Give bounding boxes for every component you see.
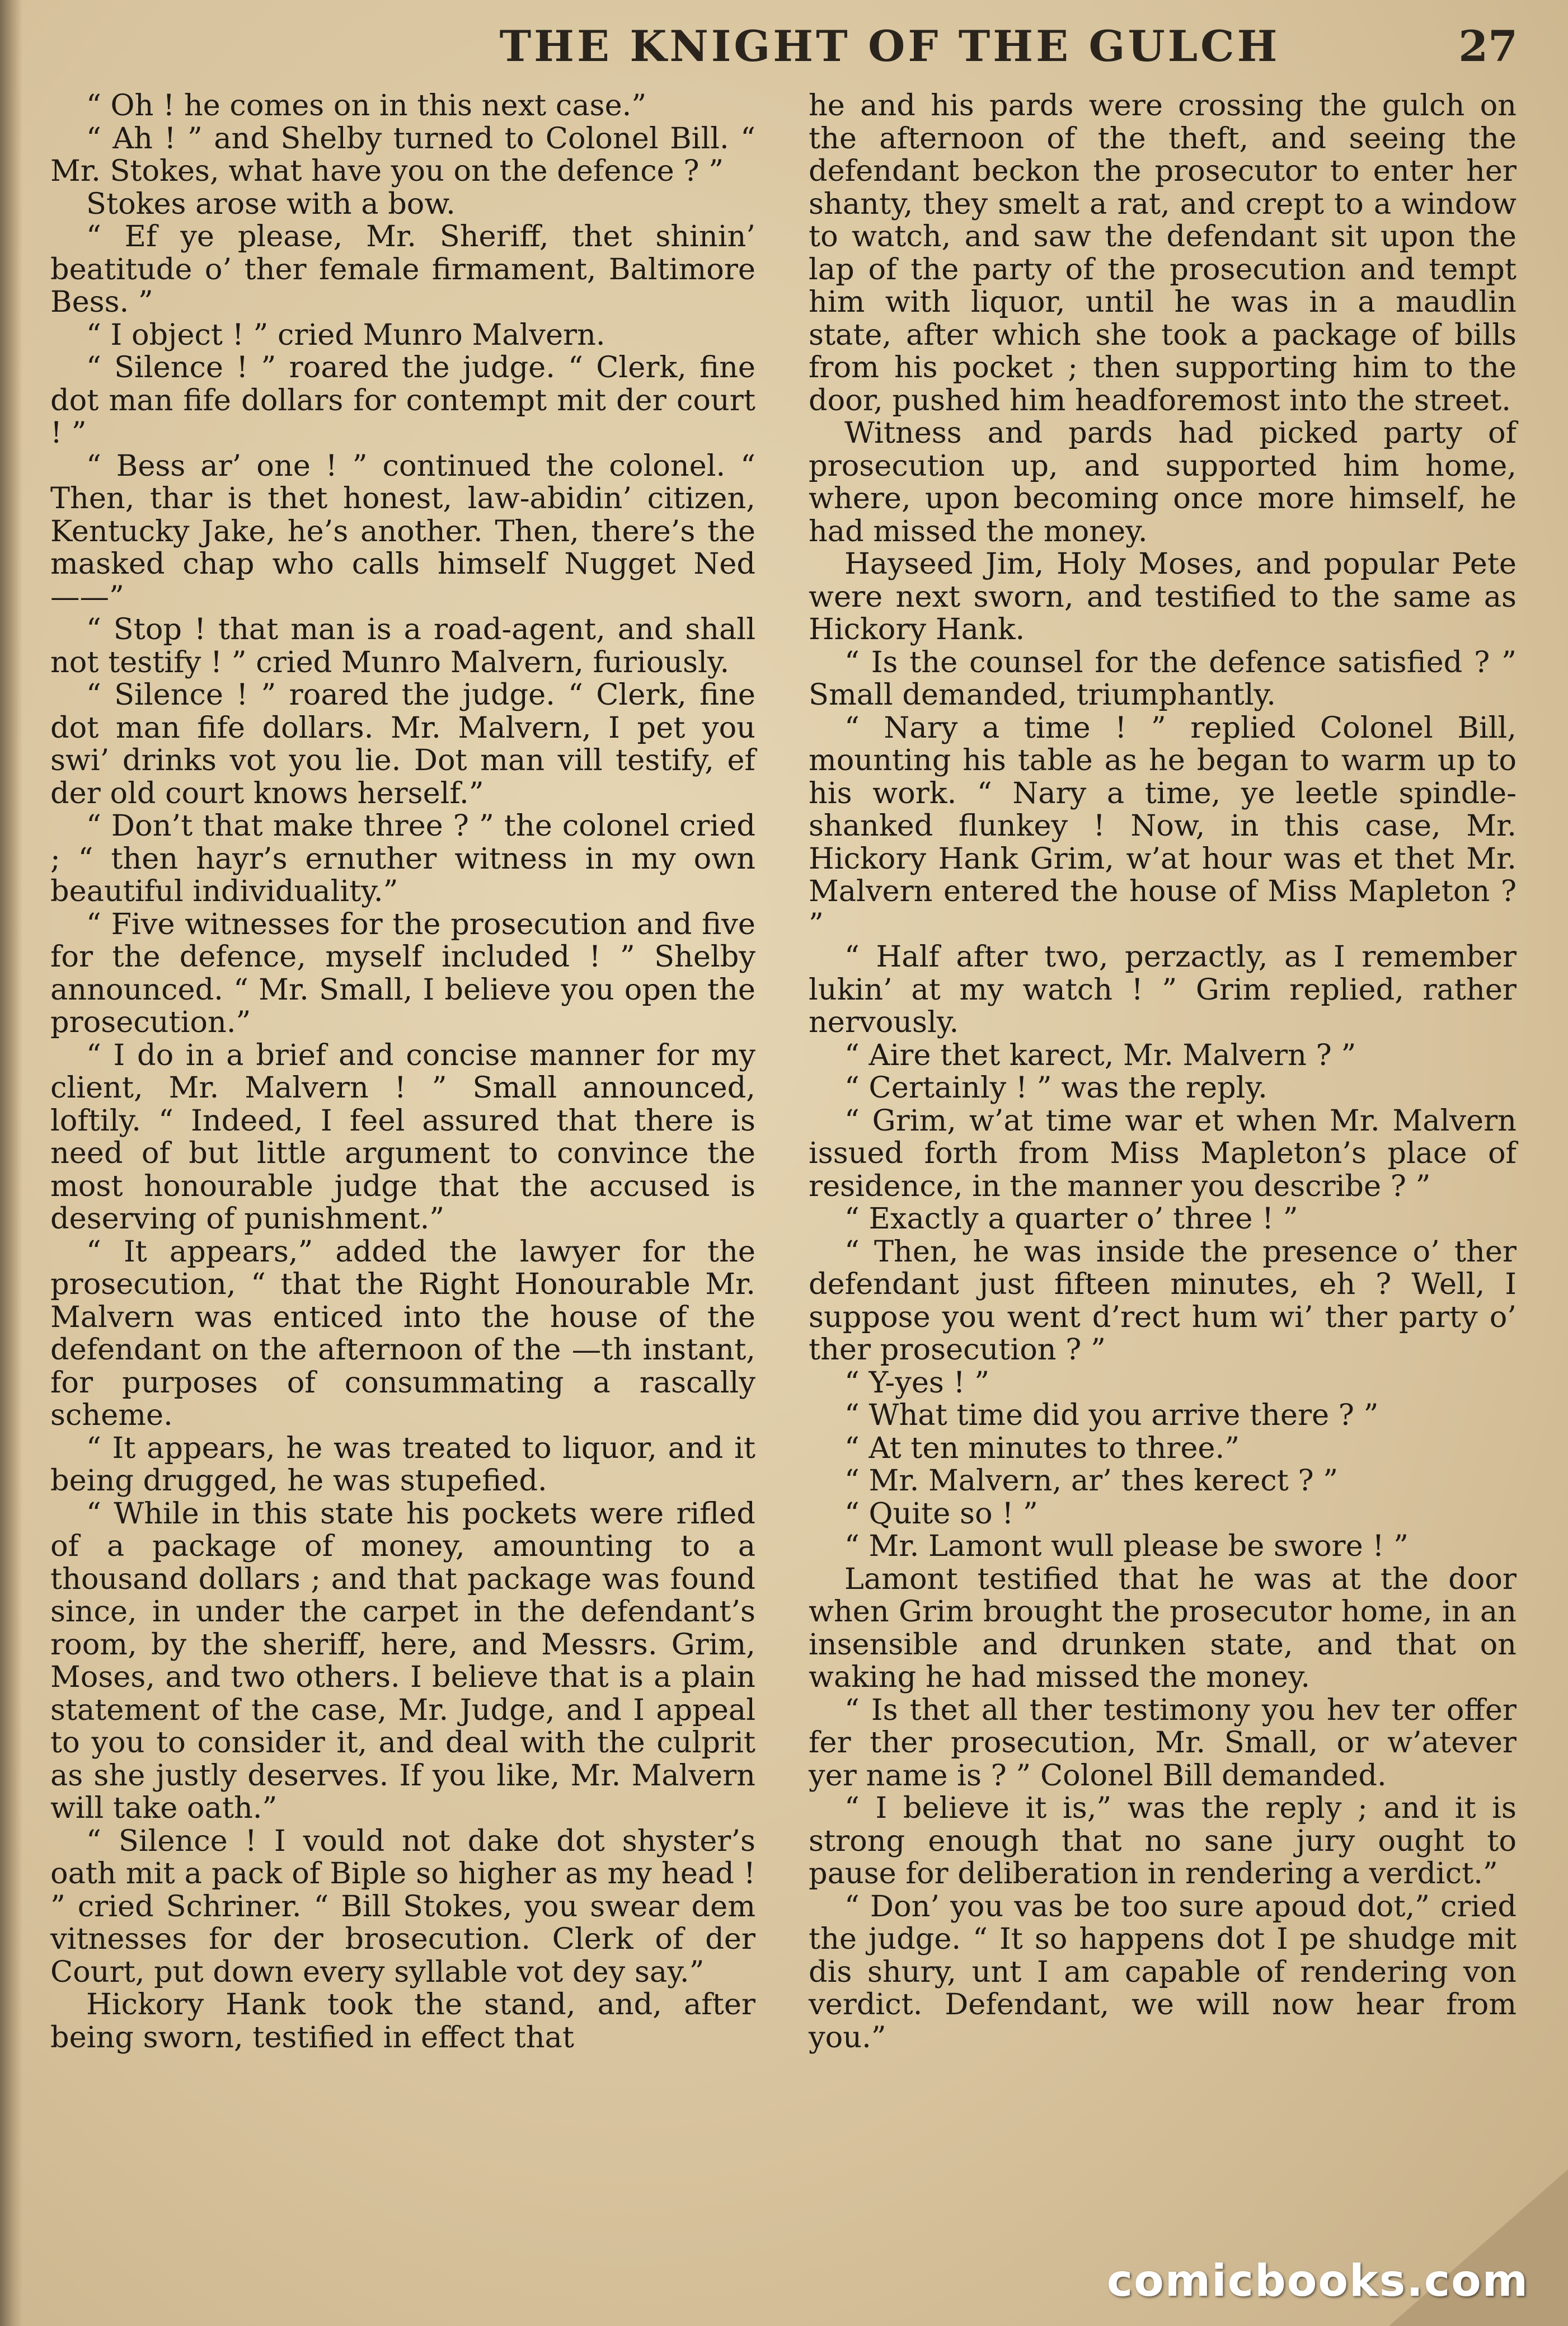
paragraph: “ Silence ! ” roared the judge. “ Clerk, fine dot man fife dollars for contempt mit der court ! ”: [50, 350, 755, 450]
paragraph: “ Don’t that make three ? ” the colonel cried ; “ then hayr’s ernuther witness in my own beautiful individuality.”: [50, 809, 755, 908]
paragraph: “ Aire thet karect, Mr. Malvern ? ”: [844, 1038, 1356, 1072]
paragraph: “ I object ! ” cried Munro Malvern.: [86, 317, 605, 352]
paragraph: “ Quite so ! ”: [844, 1496, 1038, 1531]
paragraph: “ Y-yes ! ”: [844, 1365, 990, 1400]
paragraph: “ Then, he was inside the presence o’ ther defendant just fifteen minutes, eh ? Well, I suppose you went d’rect hum wi’ ther party o’ ther prosecution ? ”: [809, 1234, 1517, 1367]
paragraph: “ Is the counsel for the defence satisfied ? ” Small demanded, triumphantly.: [809, 645, 1517, 712]
paragraph: “ Exactly a quarter o’ three ! ”: [844, 1202, 1298, 1236]
paragraph: “ Mr. Malvern, ar’ thes kerect ? ”: [844, 1464, 1339, 1498]
paragraph: “ What time did you arrive there ? ”: [844, 1398, 1379, 1432]
paragraph: “ Ef ye please, Mr. Sheriff, thet shinin’ beatitude o’ ther female firmament, Baltimore Bess. ”: [50, 219, 755, 319]
paragraph: Witness and pards had picked party of prosecution up, and supported him home, where, upon becoming once more himself, he had missed the money.: [809, 416, 1517, 548]
paragraph: “ I believe it is,” was the reply ; and it is strong enough that no sane jury ought to pause for deliberation in rendering a verdict.”: [809, 1791, 1517, 1891]
paragraph: “ Silence ! ” roared the judge. “ Clerk, fine dot man fife dollars. Mr. Malvern, I pet you swi’ drinks vot you lie. Dot man vill testify, ef der old court knows herself.”: [50, 678, 755, 810]
paragraph: “ Is thet all ther testimony you hev ter offer fer ther prosecution, Mr. Small, or w’atever yer name is ? ” Colonel Bill demanded.: [809, 1692, 1517, 1793]
paragraph: “ Certainly ! ” was the reply.: [844, 1071, 1267, 1105]
left-text-column: [50, 90, 755, 2225]
paragraph: Hickory Hank took the stand, and, after being sworn, testified in effect that: [50, 1987, 755, 2055]
paragraph: “ I do in a brief and concise manner for my client, Mr. Malvern ! ” Small announced, loftily. “ Indeed, I feel assured that there is need of but little argument to convince the most honourable judge that the accused is deserving of punishment.”: [50, 1038, 755, 1236]
paragraph: “ Oh ! he comes on in this next case.”: [86, 88, 647, 123]
paragraph: Hayseed Jim, Holy Moses, and popular Pete were next sworn, and testified to the same as Hickory Hank.: [809, 547, 1517, 646]
paragraph: Lamont testified that he was at the door when Grim brought the prosecutor home, in an insensible and drunken state, and that on waking he had missed the money.: [809, 1561, 1517, 1694]
paragraph: “ While in this state his pockets were rifled of a package of money, amounting to a thousand dollars ; and that package was found since, in under the carpet in the defendant’s room, by the sheriff, here, and Messrs. Grim, Moses, and two others. I believe that is a plain statement of the case, Mr. Judge, and I appeal to you to consider it, and deal with the culprit as she justly deserves. If you like, Mr. Malvern will take oath.”: [50, 1496, 755, 1825]
paragraph: “ It appears,” added the lawyer for the prosecution, “ that the Right Honourable Mr. Malvern was enticed into the house of the defendant on the afternoon of the —th instant, for purposes of consummating a rascally scheme.: [50, 1234, 755, 1432]
paragraph: “ It appears, he was treated to liquor, and it being drugged, he was stupefied.: [50, 1431, 755, 1498]
paragraph: “ At ten minutes to three.”: [844, 1431, 1240, 1465]
paragraph: “ Five witnesses for the prosecution and five for the defence, myself included ! ” Shelby announced. “ Mr. Small, I believe you open the prosecution.”: [50, 907, 755, 1039]
paragraph: “ Mr. Lamont wull please be swore ! ”: [844, 1529, 1409, 1563]
paragraph: “ Half after two, perzactly, as I remember lukin’ at my watch ! ” Grim replied, rather nervously.: [809, 940, 1517, 1039]
page-spine-shadow: [0, 0, 22, 2326]
watermark: comicbooks.com: [1106, 2256, 1529, 2306]
paragraph: “ Bess ar’ one ! ” continued the colonel. “ Then, thar is thet honest, law-abidin’ citizen, Kentucky Jake, he’s another. Then, there’s the masked chap who calls himself Nugget Ned——”: [50, 448, 755, 614]
paragraph: Stokes arose with a bow.: [86, 186, 456, 221]
paragraph: “ Stop ! that man is a road-agent, and shall not testify ! ” cried Munro Malvern, furiously.: [50, 612, 755, 679]
paragraph: “ Silence ! I vould not dake dot shyster’s oath mit a pack of Biple so higher as my head ! ” cried Schriner. “ Bill Stokes, you swear dem vitnesses for der brosecution. Clerk of der Court, put down every syllable vot dey say.”: [50, 1823, 755, 1989]
paragraph: “ Don’ you vas be too sure apoud dot,” cried the judge. “ It so happens dot I pe shudge mit dis shury, unt I am capable of rendering von verdict. Defendant, we will now hear from you.”: [809, 1889, 1517, 2055]
page-number: 27: [1458, 21, 1518, 71]
running-header-title: THE KNIGHT OF THE GULCH: [499, 21, 1280, 71]
paragraph: “ Grim, w’at time war et when Mr. Malvern issued forth from Miss Mapleton’s place of residence, in the manner you describe ? ”: [809, 1103, 1517, 1203]
right-text-column: [809, 90, 1517, 2225]
paragraph: “ Ah ! ” and Shelby turned to Colonel Bill. “ Mr. Stokes, what have you on the defence ? ”: [50, 121, 755, 188]
continued-paragraph: he and his pards were crossing the gulch on the afternoon of the theft, and seeing the defendant beckon the prosecutor to enter her shanty, they smelt a rat, and crept to a window to watch, and saw the defendant sit upon the lap of the party of the prosecution and tempt him with liquor, until he was in a maudlin state, after which she took a package of bills from his pocket ; then supporting him to the door, pushed him headforemost into the street.: [809, 88, 1517, 418]
paragraph: “ Nary a time ! ” replied Colonel Bill, mounting his table as he began to warm up to his work. “ Nary a time, ye leetle spindle-shanked flunkey ! Now, in this case, Mr. Hickory Hank Grim, w’at hour was et thet Mr. Malvern entered the house of Miss Mapleton ? ”: [809, 710, 1517, 941]
